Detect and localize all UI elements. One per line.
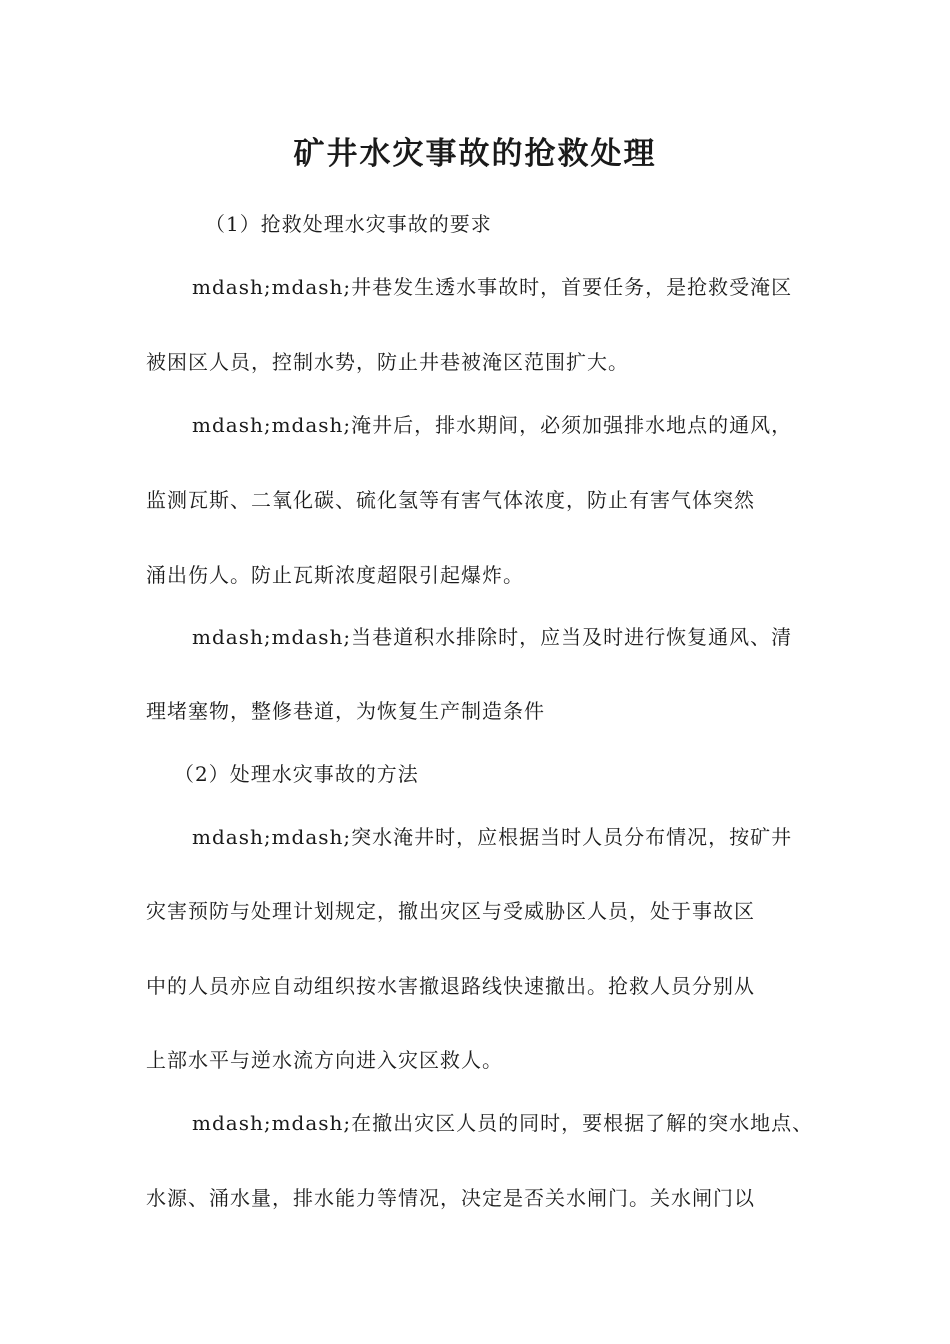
paragraph-line: mdash;mdash;当巷道积水排除时，应当及时进行恢复通风、清 [192,625,793,649]
paragraph-line: mdash;mdash;淹井后，排水期间，必须加强排水地点的通风， [192,413,793,437]
paragraph-line: mdash;mdash;在撤出灾区人员的同时，要根据了解的突水地点、 [192,1111,814,1135]
document-title: 矿井水灾事故的抢救处理 [293,136,657,172]
paragraph-line: 上部水平与逆水流方向进入灾区救人。 [146,1048,503,1072]
paragraph-line: 理堵塞物，整修巷道，为恢复生产制造条件 [146,699,545,723]
paragraph-line: 中的人员亦应自动组织按水害撤退路线快速撤出。抢救人员分别从 [146,974,755,998]
paragraph-line: 监测瓦斯、二氧化碳、硫化氢等有害气体浓度，防止有害气体突然 [146,488,755,512]
paragraph-line: 灾害预防与处理计划规定，撤出灾区与受威胁区人员，处于事故区 [146,899,755,923]
paragraph-line: mdash;mdash;井巷发生透水事故时，首要任务，是抢救受淹区 [192,275,793,299]
paragraph-line: 涌出伤人。防止瓦斯浓度超限引起爆炸。 [146,563,524,587]
paragraph-line: 水源、涌水量，排水能力等情况，决定是否关水闸门。关水闸门以 [146,1186,755,1210]
paragraph-line: 被困区人员，控制水势，防止井巷被淹区范围扩大。 [146,350,629,374]
section-heading-1: （1）抢救处理水灾事故的要求 [205,212,492,236]
paragraph-line: mdash;mdash;突水淹井时，应根据当时人员分布情况，按矿井 [192,825,793,849]
section-heading-2: （2）处理水灾事故的方法 [174,762,419,786]
